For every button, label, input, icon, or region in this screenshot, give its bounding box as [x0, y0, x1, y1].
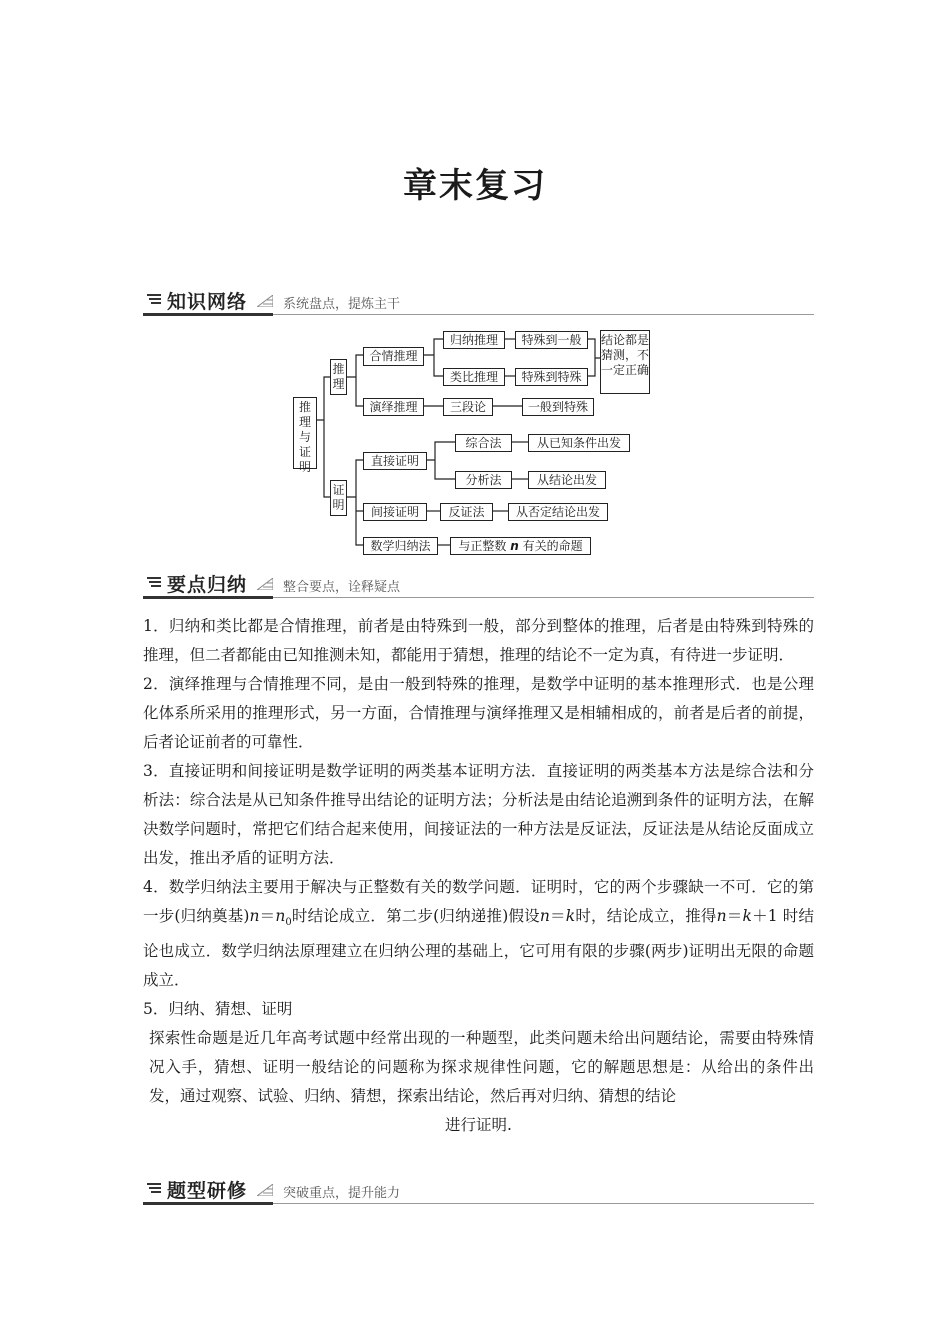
- point-5-title: 5．归纳、猜想、证明: [143, 1000, 293, 1019]
- diagram-analogy-box: 类比推理: [443, 368, 505, 386]
- section-title: 题型研修: [167, 1180, 248, 1202]
- stripes-icon: [145, 293, 163, 307]
- page-title: 章末复习: [403, 166, 547, 206]
- diagram-reasoning-box: 推理: [330, 359, 347, 395]
- diagram-synthesis-desc-box: 从已知条件出发: [528, 434, 630, 452]
- diagram-analysis-desc-box: 从结论出发: [528, 471, 606, 489]
- section-title: 知识网络: [167, 291, 248, 313]
- triangle-stripes-icon: [257, 578, 273, 590]
- diagram-math-induction-box: 数学归纳法: [363, 537, 438, 555]
- stripes-icon: [145, 576, 163, 590]
- diagram-contradiction-desc-box: 从否定结论出发: [508, 503, 608, 521]
- summary-content: [143, 612, 814, 1140]
- diagram-conclusion-box: 结论都是猜测，不一定正确: [600, 330, 650, 394]
- diagram-induction-dir-box: 特殊到一般: [515, 331, 588, 349]
- diagram-analysis-box: 分析法: [455, 471, 512, 489]
- diagram-deductive-dir-box: 一般到特殊: [522, 398, 594, 416]
- diagram-deductive-box: 演绎推理: [363, 398, 424, 416]
- triangle-stripes-icon: [257, 295, 273, 307]
- section-subtitle: 整合要点，诠释疑点: [283, 580, 401, 595]
- triangle-stripes-icon: [257, 1184, 273, 1196]
- diagram-math-induction-desc-box: 与正整数 n 有关的命题: [450, 537, 591, 555]
- diagram-plausible-box: 合情推理: [363, 347, 424, 366]
- section-header-network: [143, 287, 814, 315]
- section-title: 要点归纳: [167, 574, 248, 596]
- diagram-direct-box: 直接证明: [363, 452, 427, 470]
- point-4: 4．数学归纳法主要用于解决与正整数有关的数学问题．证明时，它的两个步骤缺一不可．它的第一步(归纳奠基)$n=n_0$时结论成立．第二步(归纳递推)假设n＝k时，结论成立，推得n＝k＋1 时结论也成立．数学归纳法原理建立在归纳公理的基础上，它可用有限的步骤(两步)证明出无限的命题成立．: [143, 878, 814, 990]
- point-1: 1．归纳和类比都是合情推理，前者是由特殊到一般，部分到整体的推理，后者是由特殊到特殊的推理，但二者都能由已知推测未知，都能用于猜想，推理的结论不一定为真，有待进一步证明．: [143, 617, 814, 664]
- section-header-practice: [143, 1176, 814, 1204]
- point-5-body: 探索性命题是近几年高考试题中经常出现的一种题型，此类问题未给出问题结论，需要由特殊情况入手，猜想、证明一般结论的问题称为探求规律性问题，它的解题思想是：从给出的条件出发，通过观察、试验、归纳、猜想，探索出结论，然后再对归纳、猜想的结论: [149, 1029, 814, 1106]
- diagram-analogy-dir-box: 特殊到特殊: [515, 368, 588, 386]
- point-2: 2．演绎推理与合情推理不同，是由一般到特殊的推理，是数学中证明的基本推理形式．也是公理化体系所采用的推理形式，另一方面，合情推理与演绎推理又是相辅相成的，前者是后者的前提，后者论证前者的可靠性．: [143, 675, 814, 751]
- section-subtitle: 系统盘点，提炼主干: [283, 297, 401, 312]
- diagram-proof-box: 证明: [330, 480, 347, 516]
- stripes-icon: [145, 1182, 163, 1196]
- point-3: 3．直接证明和间接证明是数学证明的两类基本证明方法．直接证明的两类基本方法是综合法和分析法：综合法是从已知条件推导出结论的证明方法；分析法是由结论追溯到条件的证明方法，在解决数学问题时，常把它们结合起来使用，间接证法的一种方法是反证法，反证法是从结论反面成立出发，推出矛盾的证明方法．: [143, 762, 814, 867]
- diagram-synthesis-box: 综合法: [455, 434, 512, 452]
- section-subtitle: 突破重点，提升能力: [283, 1186, 401, 1201]
- diagram-indirect-box: 间接证明: [363, 503, 427, 521]
- knowledge-network-diagram: [290, 325, 670, 565]
- diagram-contradiction-box: 反证法: [440, 503, 493, 521]
- diagram-root-box: 推理与证明: [293, 397, 317, 469]
- section-header-summary: [143, 570, 814, 598]
- diagram-induction-box: 归纳推理: [443, 331, 505, 349]
- point-5-last: 进行证明.: [445, 1116, 512, 1135]
- diagram-syllogism-box: 三段论: [443, 398, 493, 416]
